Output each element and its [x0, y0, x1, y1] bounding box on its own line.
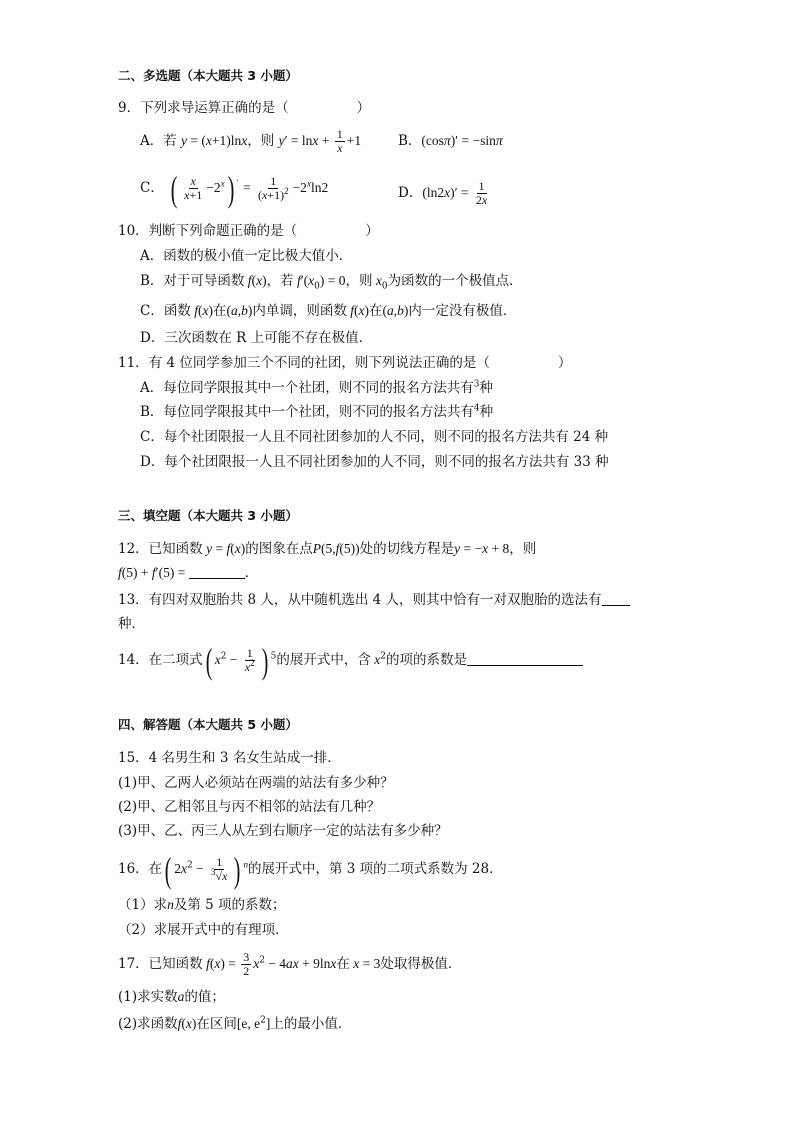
- question-9-option-a: A．若 y = (x+1)lnx，则 y′ = lnx + $\frac{1}{x}$ +1: [140, 127, 362, 155]
- question-16-part-1: （1）求n及第 5 项的系数；: [118, 897, 286, 913]
- section-title-fill-in: 三、填空题（本大题共 3 小题）: [118, 508, 298, 523]
- question-10-option-b: B．对于可导函数 f(x)，若 $f'(x_0) = 0$，则 $x_0$为函数的一个极值点．: [140, 273, 523, 292]
- question-9-option-c: C． ( $\frac{x}{x+1}$ $-2^x$) ′ = $\frac{1}{(x+1)^2}$ $-2^x\ln 2$: [140, 168, 329, 209]
- question-15-part-2: (2)甲、乙相邻且与丙不相邻的站法有几种？: [118, 799, 381, 815]
- question-12-line2: f(5) + f′(5) = ．: [118, 565, 259, 581]
- question-15-part-1: (1)甲、乙两人必须站在两端的站法有多少种？: [118, 775, 394, 791]
- question-10-option-a: A．函数的极小值一定比极大值小．: [140, 248, 353, 264]
- question-13-line2: 种．: [118, 616, 145, 632]
- answer-blank[interactable]: [189, 564, 245, 579]
- question-11-option-c: C．每个社团限报一人且不同社团参加的人不同，则不同的报名方法共有 24 种: [140, 429, 609, 445]
- question-11-stem: 11．有 4 位同学参加三个不同的社团，则下列说法正确的是（ ）: [118, 355, 572, 371]
- question-15-part-3: (3)甲、乙、丙三人从左到右顺序一定的站法有多少种？: [118, 823, 448, 839]
- section-title-free-response: 四、解答题（本大题共 5 小题）: [118, 717, 298, 732]
- question-16-stem: 16．在( $2x^2$ − $\frac{1}{^3√x}$ ) $^n$的展开式中，第 3 项的二项式系数为 28．: [118, 849, 503, 890]
- question-11-option-d: D．每个社团限报一人且不同社团参加的人不同，则不同的报名方法共有 33 种: [140, 454, 609, 470]
- question-17-part-1: (1)求实数a的值；: [118, 989, 225, 1005]
- question-10-option-c: C．函数 f(x)在(a,b)内单调，则函数 f(x)在(a,b)内一定没有极值．: [140, 303, 517, 319]
- answer-blank[interactable]: [602, 591, 630, 606]
- question-11-option-a: A．每位同学限报其中一个社团，则不同的报名方法共有$^3$种: [140, 379, 493, 396]
- answer-blank[interactable]: [467, 651, 583, 666]
- question-16-part-2: （2）求展开式中的有理项．: [118, 922, 289, 938]
- question-17-part-2: (2)求函数f(x)在区间[e, $e^2$]上的最小值．: [118, 1015, 352, 1032]
- question-11-option-b: B．每位同学限报其中一个社团，则不同的报名方法共有$^4$种: [140, 403, 494, 420]
- question-12-line1: 12．已知函数 y = f(x)的图象在点P(5,f(5))处的切线方程是y = −x + 8，则: [118, 541, 537, 557]
- section-title-multiple-choice: 二、多选题（本大题共 3 小题）: [118, 68, 298, 83]
- question-13-line1: 13．有四对双胞胎共 8 人，从中随机选出 4 人，则其中恰有一对双胞胎的选法有: [118, 591, 630, 609]
- question-9-option-d: D．(ln2x)′ = $\frac{1}{2x}$: [398, 179, 488, 207]
- question-9-stem: 9．下列求导运算正确的是（ ）: [118, 100, 371, 116]
- question-10-option-d: D．三次函数在 R 上可能不存在极值．: [140, 330, 373, 346]
- question-9-option-b: B．(cosπ)′ = −sinπ: [398, 133, 503, 149]
- question-15-stem: 15．4 名男生和 3 名女生站成一排．: [118, 750, 341, 766]
- question-14: 14．在二项式( $x^2$ − $\frac{1}{x^2}$ ) $^5$的展开式中，含 $x^2$的项的系数是: [118, 640, 583, 680]
- question-10-stem: 10．判断下列命题正确的是（ ）: [118, 223, 379, 239]
- question-17-stem: 17．已知函数 f(x) = $\frac{3}{2}$ $x^2 - 4ax + 9\ln x$在 x = 3处取得极值．: [118, 950, 462, 978]
